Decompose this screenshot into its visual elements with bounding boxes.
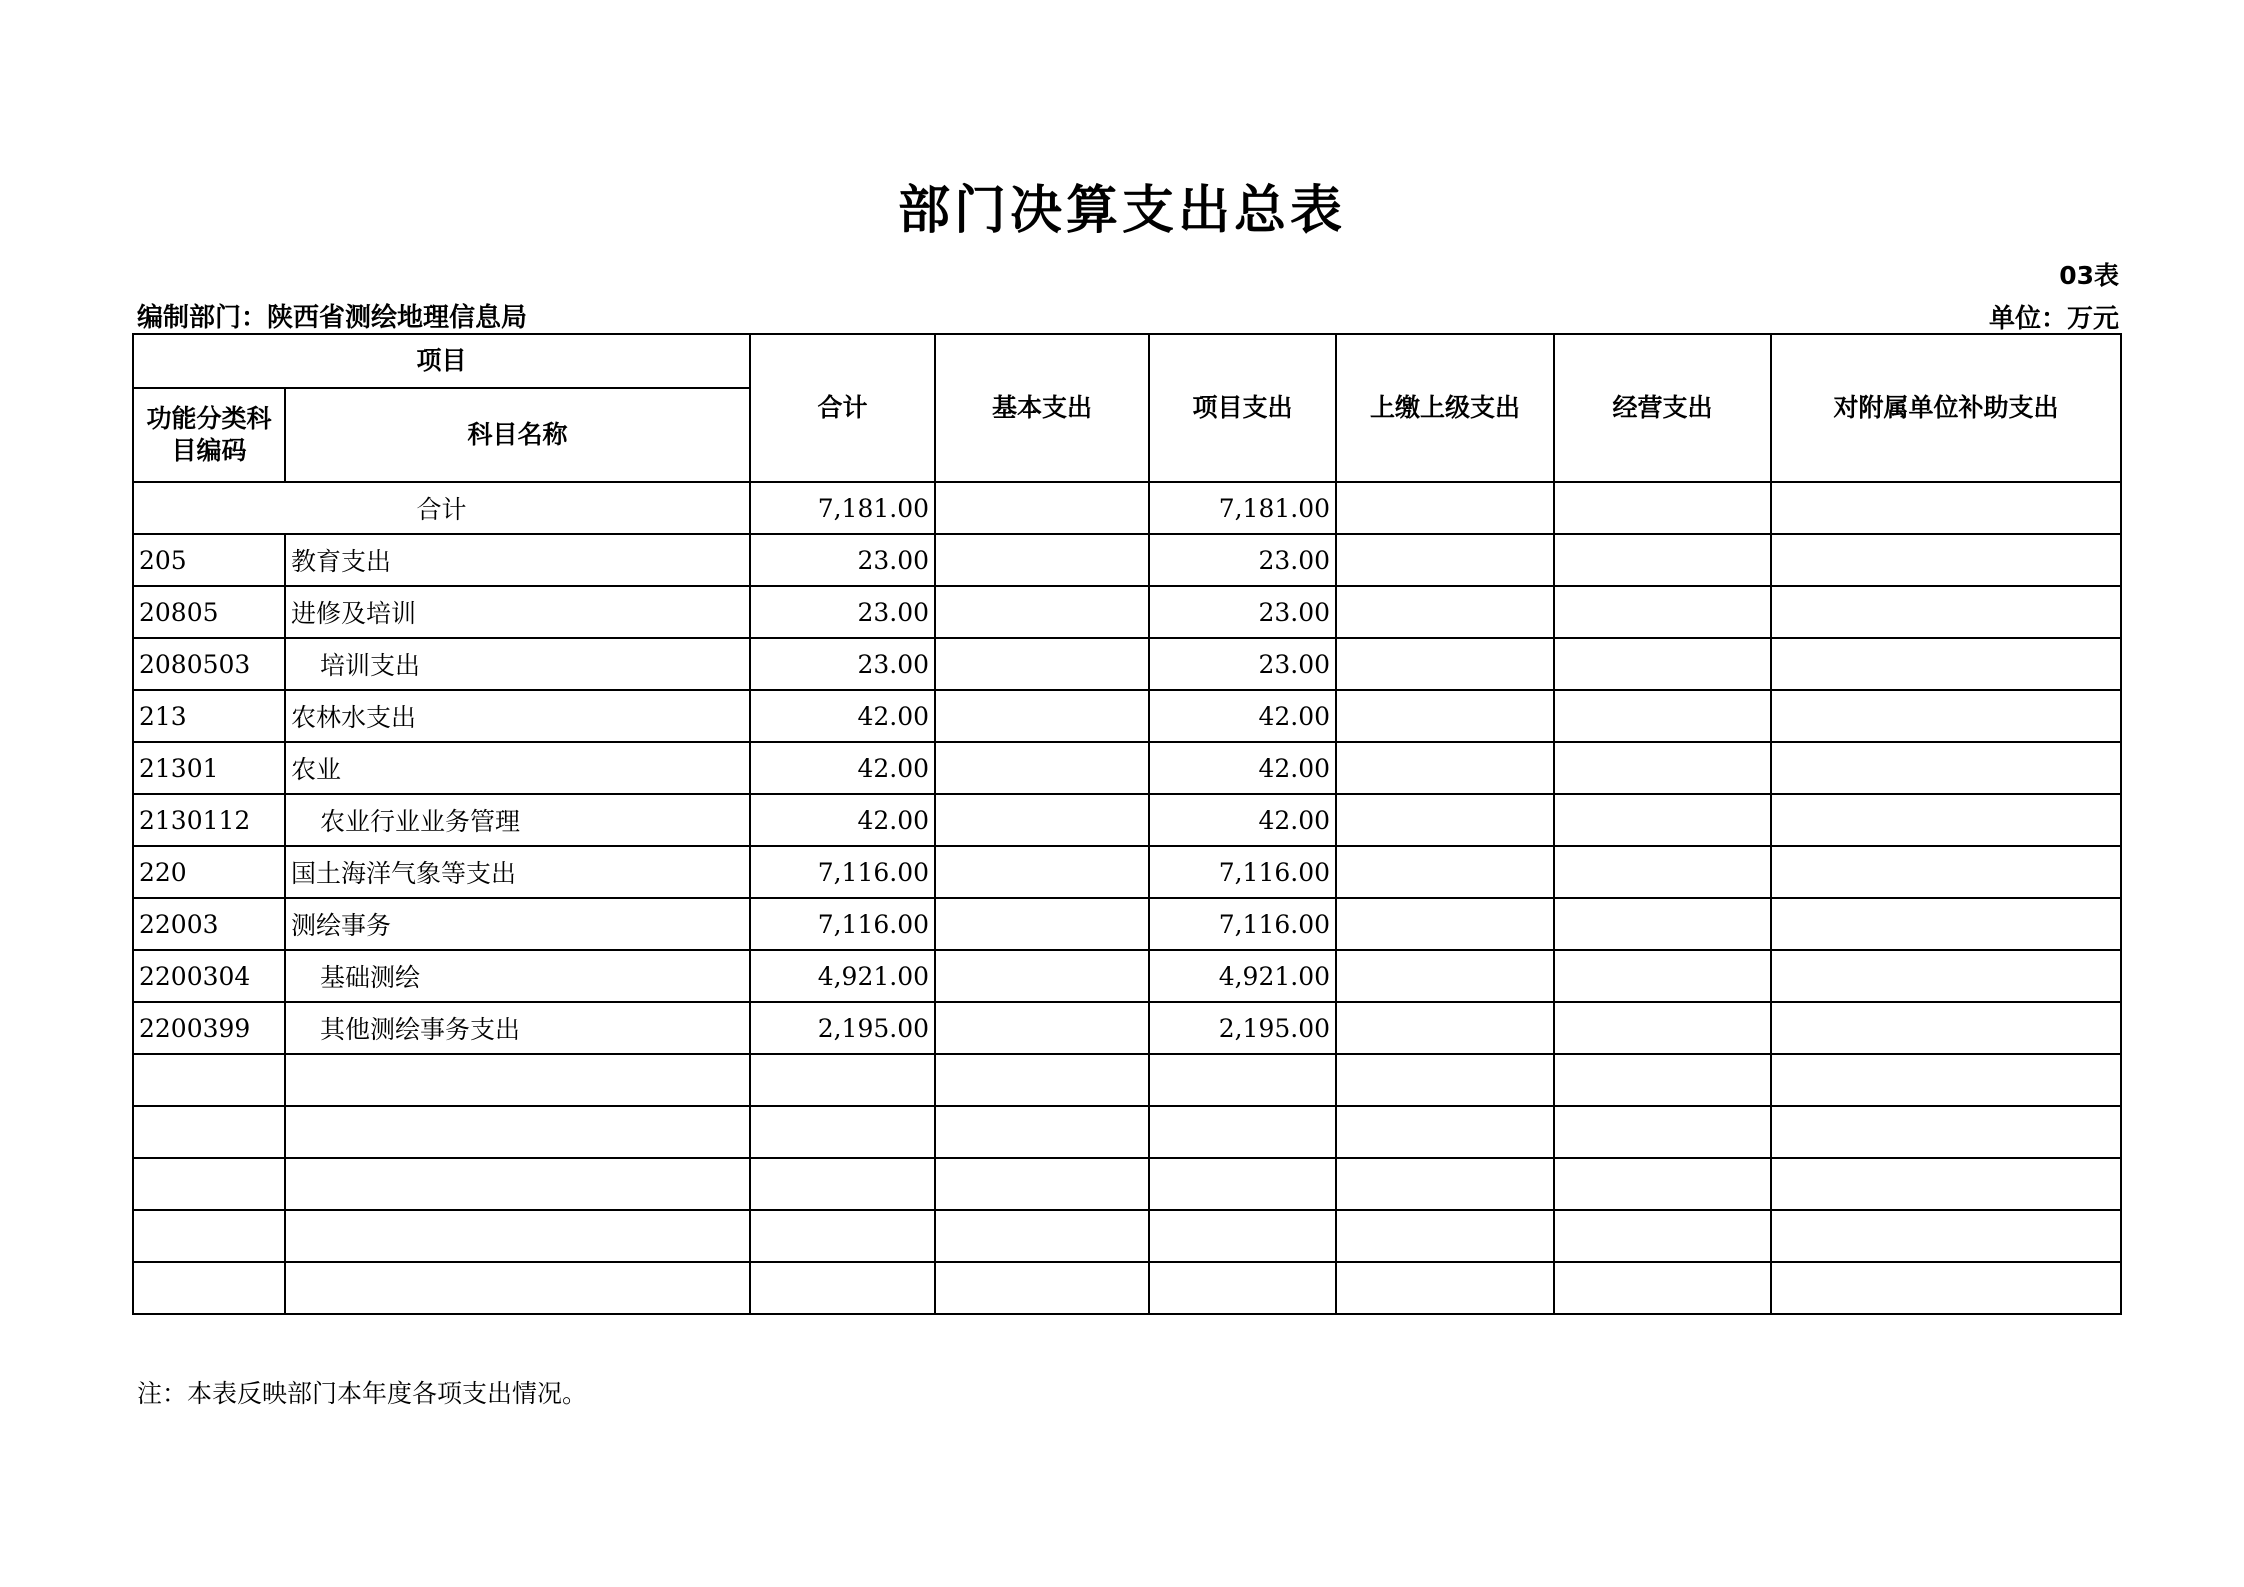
header-project: 项目 [133, 334, 750, 388]
table-row [133, 1054, 2121, 1106]
cell-code: 2080503 [133, 638, 285, 690]
header-basic: 基本支出 [935, 334, 1149, 482]
cell-name [285, 1262, 750, 1314]
cell-upper [1336, 586, 1554, 638]
cell-total: 23.00 [750, 638, 935, 690]
cell-subsidy [1771, 1158, 2121, 1210]
cell-total: 23.00 [750, 534, 935, 586]
cell-upper [1336, 534, 1554, 586]
cell-upper [1336, 638, 1554, 690]
cell-total [750, 1106, 935, 1158]
cell-upper [1336, 1002, 1554, 1054]
expenditure-table [132, 333, 2122, 1315]
table-row [133, 742, 2121, 794]
table-row [133, 1210, 2121, 1262]
cell-code: 2130112 [133, 794, 285, 846]
cell-upper [1336, 794, 1554, 846]
header-business: 经营支出 [1554, 334, 1771, 482]
cell-proj: 23.00 [1149, 534, 1336, 586]
cell-total [750, 1158, 935, 1210]
cell-code [133, 1106, 285, 1158]
cell-business [1554, 1210, 1771, 1262]
cell-code: 2200304 [133, 950, 285, 1002]
cell-upper [1336, 846, 1554, 898]
cell-code: 22003 [133, 898, 285, 950]
cell-name: 农林水支出 [285, 690, 750, 742]
cell-total: 42.00 [750, 742, 935, 794]
table-row [133, 690, 2121, 742]
cell-name [285, 1054, 750, 1106]
header-name: 科目名称 [285, 388, 750, 482]
cell-proj [1149, 1210, 1336, 1262]
cell-proj: 23.00 [1149, 586, 1336, 638]
cell-code: 213 [133, 690, 285, 742]
header-code: 功能分类科目编码 [133, 388, 285, 482]
cell-business [1554, 1262, 1771, 1314]
cell-total: 42.00 [750, 690, 935, 742]
cell-name: 进修及培训 [285, 586, 750, 638]
cell-business [1554, 1054, 1771, 1106]
total-row [133, 482, 2121, 534]
table-row [133, 534, 2121, 586]
cell-business [1554, 586, 1771, 638]
cell-proj [1149, 1262, 1336, 1314]
cell-proj: 42.00 [1149, 742, 1336, 794]
cell-code [133, 1054, 285, 1106]
header-project-expense: 项目支出 [1149, 334, 1336, 482]
cell-subsidy [1771, 1106, 2121, 1158]
cell-basic [935, 1158, 1149, 1210]
cell-total [750, 1262, 935, 1314]
cell-basic [935, 1002, 1149, 1054]
cell-proj: 7,116.00 [1149, 846, 1336, 898]
cell-code: 220 [133, 846, 285, 898]
cell-upper [1336, 1210, 1554, 1262]
cell-basic [935, 898, 1149, 950]
cell-business [1554, 950, 1771, 1002]
total-row-business [1554, 482, 1771, 534]
cell-basic [935, 1054, 1149, 1106]
total-row-proj: 7,181.00 [1149, 482, 1336, 534]
cell-business [1554, 846, 1771, 898]
page-title: 部门决算支出总表 [897, 181, 1346, 241]
cell-proj: 23.00 [1149, 638, 1336, 690]
cell-basic [935, 1210, 1149, 1262]
cell-total: 42.00 [750, 794, 935, 846]
cell-business [1554, 638, 1771, 690]
cell-upper [1336, 898, 1554, 950]
cell-subsidy [1771, 1054, 2121, 1106]
cell-subsidy [1771, 1262, 2121, 1314]
header-subsidy: 对附属单位补助支出 [1771, 334, 2121, 482]
total-row-basic [935, 482, 1149, 534]
cell-total [750, 1054, 935, 1106]
table-row [133, 1002, 2121, 1054]
cell-proj: 4,921.00 [1149, 950, 1336, 1002]
cell-code: 20805 [133, 586, 285, 638]
table-row [133, 898, 2121, 950]
cell-total: 7,116.00 [750, 846, 935, 898]
cell-upper [1336, 1262, 1554, 1314]
cell-total: 23.00 [750, 586, 935, 638]
cell-code [133, 1210, 285, 1262]
cell-basic [935, 1106, 1149, 1158]
cell-proj: 42.00 [1149, 690, 1336, 742]
cell-name: 测绘事务 [285, 898, 750, 950]
cell-upper [1336, 1158, 1554, 1210]
cell-basic [935, 846, 1149, 898]
cell-subsidy [1771, 586, 2121, 638]
cell-business [1554, 1158, 1771, 1210]
total-row-label: 合计 [133, 482, 750, 534]
cell-business [1554, 1002, 1771, 1054]
cell-code: 2200399 [133, 1002, 285, 1054]
table-row [133, 1106, 2121, 1158]
total-row-upper [1336, 482, 1554, 534]
cell-business [1554, 742, 1771, 794]
cell-proj: 7,116.00 [1149, 898, 1336, 950]
cell-proj: 2,195.00 [1149, 1002, 1336, 1054]
cell-proj [1149, 1158, 1336, 1210]
header-total: 合计 [750, 334, 935, 482]
cell-subsidy [1771, 534, 2121, 586]
cell-basic [935, 638, 1149, 690]
table-row [133, 794, 2121, 846]
table-row [133, 846, 2121, 898]
header-upper: 上缴上级支出 [1336, 334, 1554, 482]
cell-basic [935, 1262, 1149, 1314]
cell-subsidy [1771, 638, 2121, 690]
cell-name: 国土海洋气象等支出 [285, 846, 750, 898]
cell-code [133, 1262, 285, 1314]
unit-label: 单位：万元 [1988, 304, 2119, 334]
cell-business [1554, 690, 1771, 742]
cell-upper [1336, 950, 1554, 1002]
cell-upper [1336, 690, 1554, 742]
table-number: 03表 [2059, 261, 2119, 290]
cell-proj [1149, 1106, 1336, 1158]
cell-basic [935, 534, 1149, 586]
cell-basic [935, 794, 1149, 846]
department-label: 编制部门：陕西省测绘地理信息局 [137, 303, 528, 333]
cell-upper [1336, 742, 1554, 794]
cell-name: 基础测绘 [285, 950, 750, 1002]
cell-total: 4,921.00 [750, 950, 935, 1002]
table-row [133, 1158, 2121, 1210]
cell-business [1554, 898, 1771, 950]
cell-basic [935, 742, 1149, 794]
cell-basic [935, 950, 1149, 1002]
cell-basic [935, 690, 1149, 742]
cell-subsidy [1771, 898, 2121, 950]
cell-basic [935, 586, 1149, 638]
cell-business [1554, 534, 1771, 586]
total-row-total: 7,181.00 [750, 482, 935, 534]
table-row [133, 950, 2121, 1002]
cell-name [285, 1106, 750, 1158]
cell-name: 农业 [285, 742, 750, 794]
cell-subsidy [1771, 794, 2121, 846]
cell-proj: 42.00 [1149, 794, 1336, 846]
cell-business [1554, 794, 1771, 846]
cell-subsidy [1771, 742, 2121, 794]
cell-code: 21301 [133, 742, 285, 794]
cell-total: 7,116.00 [750, 898, 935, 950]
cell-upper [1336, 1106, 1554, 1158]
cell-code [133, 1158, 285, 1210]
cell-proj [1149, 1054, 1336, 1106]
cell-name [285, 1158, 750, 1210]
cell-business [1554, 1106, 1771, 1158]
cell-subsidy [1771, 950, 2121, 1002]
footnote: 注：本表反映部门本年度各项支出情况。 [137, 1379, 588, 1408]
cell-subsidy [1771, 846, 2121, 898]
cell-total [750, 1210, 935, 1262]
total-row-subsidy [1771, 482, 2121, 534]
cell-name: 教育支出 [285, 534, 750, 586]
cell-name: 培训支出 [285, 638, 750, 690]
table-row [133, 638, 2121, 690]
cell-subsidy [1771, 690, 2121, 742]
cell-name: 农业行业业务管理 [285, 794, 750, 846]
cell-name [285, 1210, 750, 1262]
cell-subsidy [1771, 1210, 2121, 1262]
cell-name: 其他测绘事务支出 [285, 1002, 750, 1054]
cell-total: 2,195.00 [750, 1002, 935, 1054]
cell-subsidy [1771, 1002, 2121, 1054]
cell-upper [1336, 1054, 1554, 1106]
table-row [133, 586, 2121, 638]
cell-code: 205 [133, 534, 285, 586]
table-row [133, 1262, 2121, 1314]
